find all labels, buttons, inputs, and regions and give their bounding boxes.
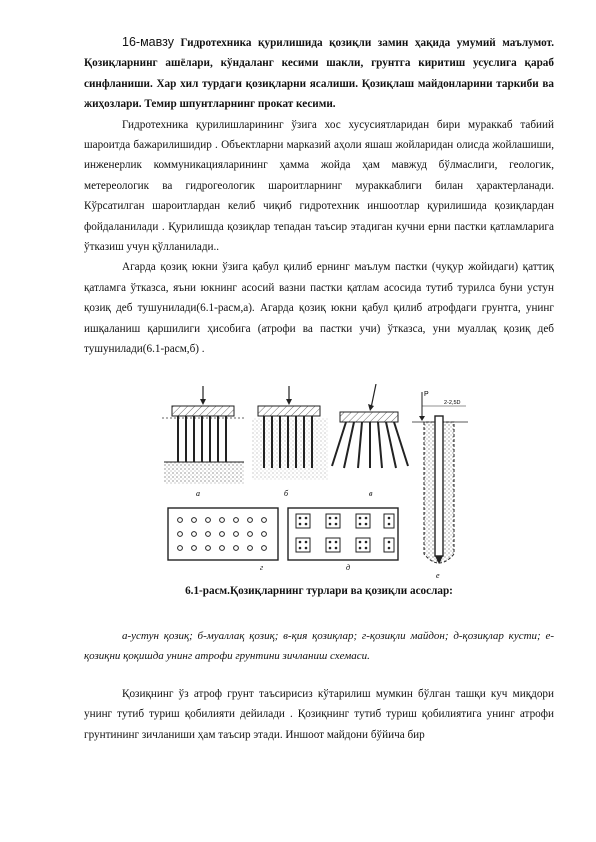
label-d: д: [346, 563, 351, 572]
topic-title: Гидротехника қурилишида қозиқли замин ҳақида умумий маълумот. Қозиқларнинг ашёлари, кўндаланг кесими шакли, грунтга киритиш усуслига қараб синфланиши. Хар хил турдаги қозиқларни ясалиши. Қозиқлаш майдонларини таркиби ва жиҳозлари. Темир шпунтларнинг прокат кесими.: [84, 37, 555, 111]
figure-caption: 6.1-расм.Қозиқларнинг турлари ва қозиқли асослар:: [185, 585, 453, 597]
figure-legend-text: а-устун қозиқ; б-муаллақ қозиқ; в-қия қозиқлар; г-қозиқли майдон; д-қозиқлар кусти; е-қозиқни қоқишда унинг атрофи грунтини зичланиш схемаси.: [84, 630, 554, 662]
figure-legend: [84, 626, 554, 666]
topic-number: 16-мавзу: [122, 35, 174, 49]
diagram-e-compaction-scheme: [412, 391, 468, 580]
label-a: а: [196, 489, 200, 498]
diagram-g-pile-field: [168, 508, 278, 572]
body-text: [84, 32, 554, 360]
diagram-d-pile-clusters: [288, 508, 398, 572]
diagram-v-raked-piles: [332, 384, 408, 498]
figure-6-1: [160, 384, 470, 580]
force-p-label: P: [424, 391, 429, 398]
body-text-continued: [84, 684, 554, 745]
paragraph-1: Гидротехника қурилишларининг ўзига хос хусусиятларидан бири мураккаб табиий шароитда бажарилишидир . Объектларни марказий аҳоли яшаш жойларидан олисда жойлашиши, инженерлик коммуникацияларининг ҳамма жойда ҳам мавжуд бўлмаслиги, геологик, метереологик ва гидрогеологик шароитларнинг мураккаблиги билан ҳарактерланади. Кўрсатилган шароитлардан келиб чиқиб гидротехник иншоотлар қурилишида қозиқлардан фойдаланилади . Қурилишда қозиқлар тепадан таъсир этадиган кучни ерни пастки қатламларига ўтказиш учун қўлланилади..: [84, 118, 554, 254]
diagram-b-friction-pile: [252, 386, 328, 498]
label-e: е: [436, 571, 440, 580]
heading-paragraph: [84, 32, 554, 115]
label-v: в: [369, 489, 373, 498]
diagram-a-end-bearing-pile: [162, 386, 244, 498]
pile-types-diagram: [160, 384, 470, 580]
paragraph-3: Қозиқнинг ўз атроф грунт таъсирисиз кўтарилиш мумкин бўлган ташқи куч миқдори унинг тутиб туриш қобилияти дейилади . Қозиқнинг тутиб туриш қобилиятига унинг атрофи грунтининг зичланиши ҳам таъсир этади. Иншоот майдони бўйича бир: [84, 688, 554, 741]
dimension-label: 2-2,5D: [444, 400, 461, 406]
label-b: б: [284, 489, 289, 498]
label-g: г: [260, 563, 264, 572]
paragraph-2: Агарда қозиқ юкни ўзига қабул қилиб ернинг маълум пастки (чуқур жойидаги) қаттиқ қатламга ўтказса, яъни юкнинг асосий вазни пастки қатлам асосида тутиб турилса буни устун қозиқ деб тушунилади(6.1-расм,а). Агарда қозиқ юкни қабул қилиб атрофдаги грунтга, унинг ишқаланиш қаршилиги ҳисобига (атрофи ва пастки учи) ўтказса, уни муаллақ қозиқ деб тушунилади(6.1-расм,б) .: [84, 261, 554, 356]
